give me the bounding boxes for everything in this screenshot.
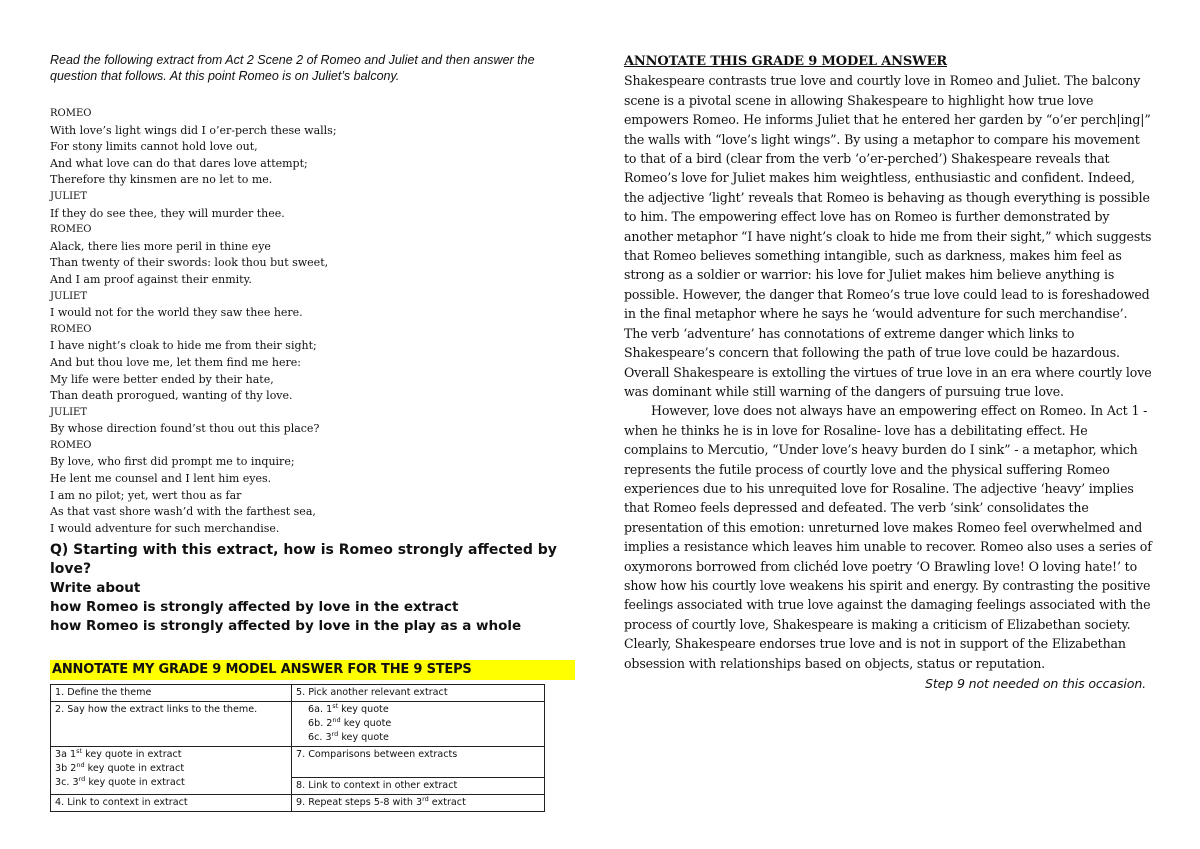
speaker-name: ROMEO <box>50 224 92 236</box>
step-5: 5. Pick another relevant extract <box>296 687 448 699</box>
table-cell <box>51 747 292 795</box>
step-6b-post: key quote <box>340 718 392 730</box>
play-line: And but thou love me, let them find me here: <box>50 355 301 369</box>
play-line: As that vast shore wash’d with the farthest sea, <box>50 505 316 519</box>
step-6a-post: key quote <box>338 704 389 716</box>
right-column <box>624 52 1154 693</box>
model-answer-paragraph-2: However, love does not always have an empowering effect on Romeo. In Act 1 -when he thinks he is in love for Rosaline- love has a debilitating effect. He complains to Mercutio, “Under love’s heavy burden do I sink” - a metaphor, which represents the futile process of courtly love and the physical suffering Romeo experiences due to his unrequited love for Rosaline. The adjective ‘heavy’ implies that Romeo feels depressed and defeated. The verb ‘sink’ consolidates the presentation of this emotion: unreturned love makes Romeo feel overwhelmed and implies a resistance which leaves him unable to recover. Romeo also uses a series of oxymorons borrowed from clichéd love poetry ‘O Brawling love! O loving hate!’ to show how his courtly love weakens his spirit and energy. By contrasting the positive feelings associated with true love against the damaging feelings associated with the process of courtly love, Shakespeare is making a criticism of Elizabethan society. Clearly, Shakespeare endorses true love and is not in support of the Elizabethan obsession with relationships based on objects, status or reputation. <box>624 403 1152 671</box>
question-text: Q) Starting with this extract, how is Romeo strongly affected by love? <box>50 542 557 578</box>
step-9-post: extract <box>428 797 466 809</box>
speaker-name: JULIET <box>50 290 87 302</box>
instructions: Read the following extract from Act 2 Scene 2 of Romeo and Juliet and then answer the question that follows. At this point Romeo is on Juliet’s balcony. <box>50 53 535 83</box>
table-cell <box>51 685 292 702</box>
step-3b-pre: 3b 2 <box>55 763 77 775</box>
table-cell <box>292 747 545 778</box>
step-1: 1. Define the theme <box>55 687 152 699</box>
table-row <box>51 795 545 812</box>
table-cell <box>51 702 292 747</box>
step-6c-post: key quote <box>338 732 389 744</box>
play-line: By love, who first did prompt me to inquire; <box>50 455 295 469</box>
speaker-name: JULIET <box>50 190 87 202</box>
play-line: With love’s light wings did I o’er-perch these walls; <box>50 123 337 137</box>
table-row <box>51 747 545 778</box>
step-9 <box>296 797 466 808</box>
play-line: I would not for the world they saw thee here. <box>50 306 303 320</box>
table-cell <box>292 702 545 747</box>
step-2: 2. Say how the extract links to the theme. <box>55 704 258 716</box>
step-6a-pre: 6a. 1 <box>308 704 333 716</box>
left-column <box>50 52 580 812</box>
step-6c <box>296 731 540 745</box>
play-extract <box>50 106 580 537</box>
play-line: By whose direction found’st thou out this place? <box>50 422 320 436</box>
play-line: Therefore thy kinsmen are no let to me. <box>50 173 273 187</box>
play-line: My life were better ended by their hate, <box>50 372 274 386</box>
speaker-name: ROMEO <box>50 439 92 451</box>
step-3c <box>55 776 287 790</box>
play-line: If they do see thee, they will murder thee. <box>50 206 285 220</box>
play-line: Alack, there lies more peril in thine eye <box>50 239 271 253</box>
question-bullet-whole-play: how Romeo is strongly affected by love in the play as a whole <box>50 618 522 635</box>
step-3a-sup: st <box>76 747 83 756</box>
step-9-sup: rd <box>422 795 429 804</box>
speaker-name: ROMEO <box>50 323 92 335</box>
play-line: I would adventure for such merchandise. <box>50 521 280 535</box>
step-7: 7. Comparisons between extracts <box>296 749 458 761</box>
table-cell <box>292 778 545 795</box>
model-answer-paragraph-1: Shakespeare contrasts true love and courtly love in Romeo and Juliet. The balcony scene is a pivotal scene in allowing Shakespeare to highlight how true love empowers Romeo. He informs Juliet that he entered her garden by “o’er perch|ing|” the walls with “love’s light wings”. By using a metaphor to compare his movement to that of a bird (clear from the verb ‘o’er-perched’) Shakespeare reveals that Romeo’s love for Juliet makes him weightless, enthusiastic and confident. Indeed, the adjective ‘light’ reveals that Romeo is behaving as though everything is possible to him. The empowering effect love has on Romeo is further demonstrated by another metaphor “I have night’s cloak to hide me from their sight,” which suggests that Romeo believes something intangible, such as darkness, makes him feel as strong as a soldier or warrior: his love for Juliet makes him believe anything is possible. However, the danger that Romeo’s true love could lead to is foreshadowed in the final metaphor where he says he ‘would adventure for such merchandise’. The verb ‘adventure’ has connotations of extreme danger which links to Shakespeare’s concern that following the path of true love could be hazardous. Overall Shakespeare is extolling the virtues of true love in an era where courtly love was dominant while still warning of the dangers of pursuing true love. <box>624 73 1152 399</box>
model-answer-heading: ANNOTATE THIS GRADE 9 MODEL ANSWER <box>624 54 947 69</box>
step-6c-sup: rd <box>331 730 339 739</box>
play-line: For stony limits cannot hold love out, <box>50 140 258 154</box>
speaker-name: JULIET <box>50 406 87 418</box>
speaker-name: ROMEO <box>50 108 92 119</box>
play-line: Than twenty of their swords: look thou but sweet, <box>50 256 329 270</box>
step-3c-post: key quote in extract <box>85 777 185 789</box>
step-6b-pre: 6b. 2 <box>308 718 333 730</box>
step-3a-post: key quote in extract <box>82 749 182 761</box>
step-3a <box>55 748 287 762</box>
step-6a-sup: st <box>332 702 339 711</box>
table-cell <box>51 795 292 812</box>
table-cell <box>292 685 545 702</box>
play-line: And I am proof against their enmity. <box>50 272 252 286</box>
play-line: He lent me counsel and I lent him eyes. <box>50 472 272 486</box>
step-8: 8. Link to context in other extract <box>296 780 458 792</box>
table-row <box>51 685 545 702</box>
step-6c-pre: 6c. 3 <box>308 732 332 744</box>
step-4: 4. Link to context in extract <box>55 797 188 809</box>
play-line: And what love can do that dares love attempt; <box>50 156 308 170</box>
play-line: Than death prorogued, wanting of thy love. <box>50 389 293 403</box>
play-line: I am no pilot; yet, wert thou as far <box>50 488 242 502</box>
step-3b <box>55 762 287 776</box>
step-6b-sup: nd <box>332 716 341 725</box>
play-line: I have night’s cloak to hide me from their sight; <box>50 339 317 353</box>
write-about-label: Write about <box>50 580 141 597</box>
steps-banner: ANNOTATE MY GRADE 9 MODEL ANSWER FOR THE 9 STEPS <box>50 660 575 680</box>
step-3a-pre: 3a 1 <box>55 749 77 761</box>
question-bullet-extract: how Romeo is strongly affected by love in the extract <box>50 599 459 616</box>
table-row <box>51 702 545 747</box>
step-3c-sup: rd <box>78 775 86 784</box>
step-3c-pre: 3c. 3 <box>55 777 79 789</box>
step-3b-post: key quote in extract <box>84 763 185 775</box>
table-cell <box>292 795 545 812</box>
step-9-pre: 9. Repeat steps 5-8 with 3 <box>296 797 423 809</box>
steps-table <box>50 684 545 812</box>
question-block <box>50 541 580 636</box>
step-9-note: Step 9 not needed on this occasion. <box>925 676 1146 691</box>
step-3b-sup: nd <box>76 761 85 770</box>
